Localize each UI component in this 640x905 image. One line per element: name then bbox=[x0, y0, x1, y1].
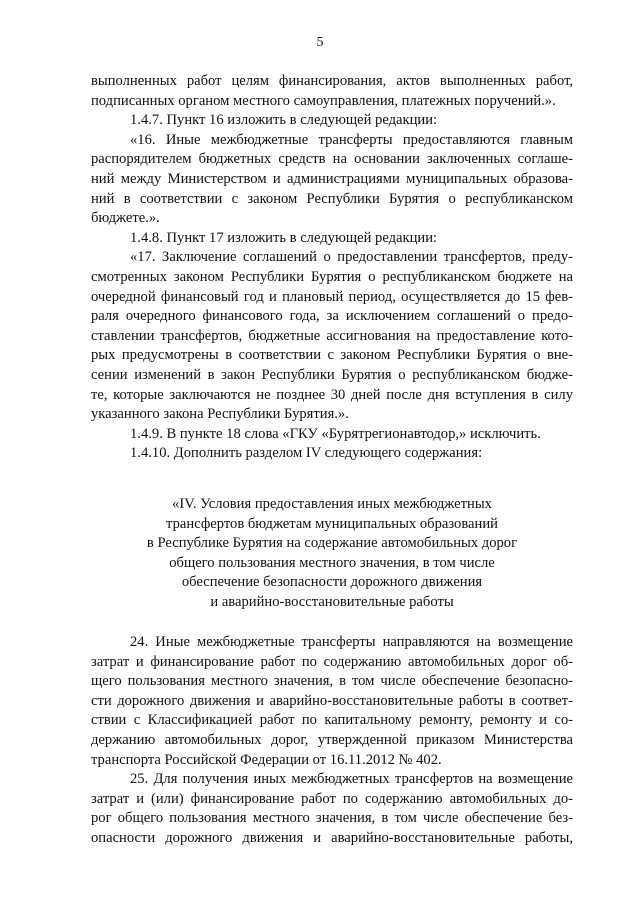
paragraph-line: сти дорожного движения и аварийно-восстановительные работы в соответ- bbox=[91, 692, 573, 709]
paragraph-line: держанию автомобильных дорог, утвержденной приказом Министерства bbox=[91, 731, 573, 748]
section-heading-line: трансфертов бюджетам муниципальных образований bbox=[166, 515, 498, 532]
paragraph-line: 1.4.10. Дополнить разделом IV следующего содержания: bbox=[130, 445, 483, 462]
paragraph-line: «16. Иные межбюджетные трансферты предоставляются главным bbox=[130, 131, 573, 148]
paragraph-line: выполненных работ целям финансирования, актов выполненных работ, bbox=[91, 73, 573, 89]
paragraph-line: те, которые заключаются не позднее 30 дней после дня вступления в силу bbox=[91, 386, 573, 403]
paragraph-line: ний в соответствии с законом Республики Бурятия о республиканском bbox=[91, 190, 573, 207]
paragraph-line: щего пользования местного значения, в том числе обеспечение безопасно- bbox=[91, 673, 573, 690]
paragraph-line: 24. Иные межбюджетные трансферты направляются на возмещение bbox=[130, 634, 573, 650]
paragraph-line: очередной финансовый год и плановый период, осуществляется до 15 фев- bbox=[91, 288, 573, 305]
paragraph-line: затрат и финансирование работ по содержанию автомобильных дорог об- bbox=[91, 653, 573, 670]
paragraph-line: указанного закона Республики Бурятия.». bbox=[91, 406, 349, 423]
section-heading bbox=[91, 495, 573, 613]
section-heading-line: общего пользования местного значения, в том числе bbox=[169, 554, 495, 571]
paragraph-line: бюджете.». bbox=[91, 210, 160, 227]
section-heading-line: в Республике Бурятия на содержание автомобильных дорог bbox=[146, 535, 518, 552]
paragraph-line: ствии с Классификацией работ по капитальному ремонту, ремонту и со- bbox=[91, 712, 573, 729]
paragraph-line: затрат и (или) финансирование работ по содержанию автомобильных до- bbox=[91, 790, 573, 807]
paragraph-line: 1.4.8. Пункт 17 изложить в следующей редакции: bbox=[130, 229, 438, 246]
paragraph-line: ний между Министерством и администрациями муниципальных образова- bbox=[91, 170, 573, 187]
bottom-paragraphs bbox=[91, 633, 573, 849]
section-heading-line: и аварийно-восстановительные работы bbox=[210, 593, 454, 610]
paragraph-line: сении изменений в закон Республики Бурятия о республиканском бюдже- bbox=[91, 366, 573, 383]
paragraph-line: опасности дорожного движения и аварийно-восстановительные работы, bbox=[91, 829, 573, 846]
paragraph-line: транспорта Российской Федерации от 16.11.2012 № 402. bbox=[91, 751, 442, 768]
paragraph-line: рых предусмотрены в соответствии с законом Республики Бурятия о вне- bbox=[91, 347, 573, 364]
section-heading-line: обеспечение безопасности дорожного движения bbox=[181, 574, 483, 591]
paragraph-line: распорядителем бюджетных средств на основании заключенных соглаше- bbox=[91, 151, 573, 168]
paragraph-line: 1.4.7. Пункт 16 изложить в следующей редакции: bbox=[130, 112, 438, 129]
paragraph-line: раля очередного финансового года, за исключением соглашений о предо- bbox=[91, 308, 573, 325]
paragraph-line: смотренных законом Республики Бурятия о республиканском бюджете на bbox=[91, 268, 573, 285]
top-paragraphs bbox=[91, 72, 573, 464]
paragraph-line: 25. Для получения иных межбюджетных трансфертов на возмещение bbox=[130, 771, 573, 788]
paragraph-line: рог общего пользования местного значения, в том числе обеспечение без- bbox=[91, 810, 573, 827]
section-heading-line: «IV. Условия предоставления иных межбюджетных bbox=[172, 496, 492, 512]
page-number: 5 bbox=[316, 35, 324, 50]
paragraph-line: 1.4.9. В пункте 18 слова «ГКУ «Бурятрегионавтодор,» исключить. bbox=[130, 425, 541, 442]
paragraph-line: «17. Заключение соглашений о предоставлении трансфертов, преду- bbox=[130, 249, 573, 266]
paragraph-line: ставлении трансфертов, бюджетные ассигнования на предоставление кото- bbox=[91, 327, 573, 344]
paragraph-line: подписанных органом местного самоуправления, платежных поручений.». bbox=[91, 92, 556, 109]
